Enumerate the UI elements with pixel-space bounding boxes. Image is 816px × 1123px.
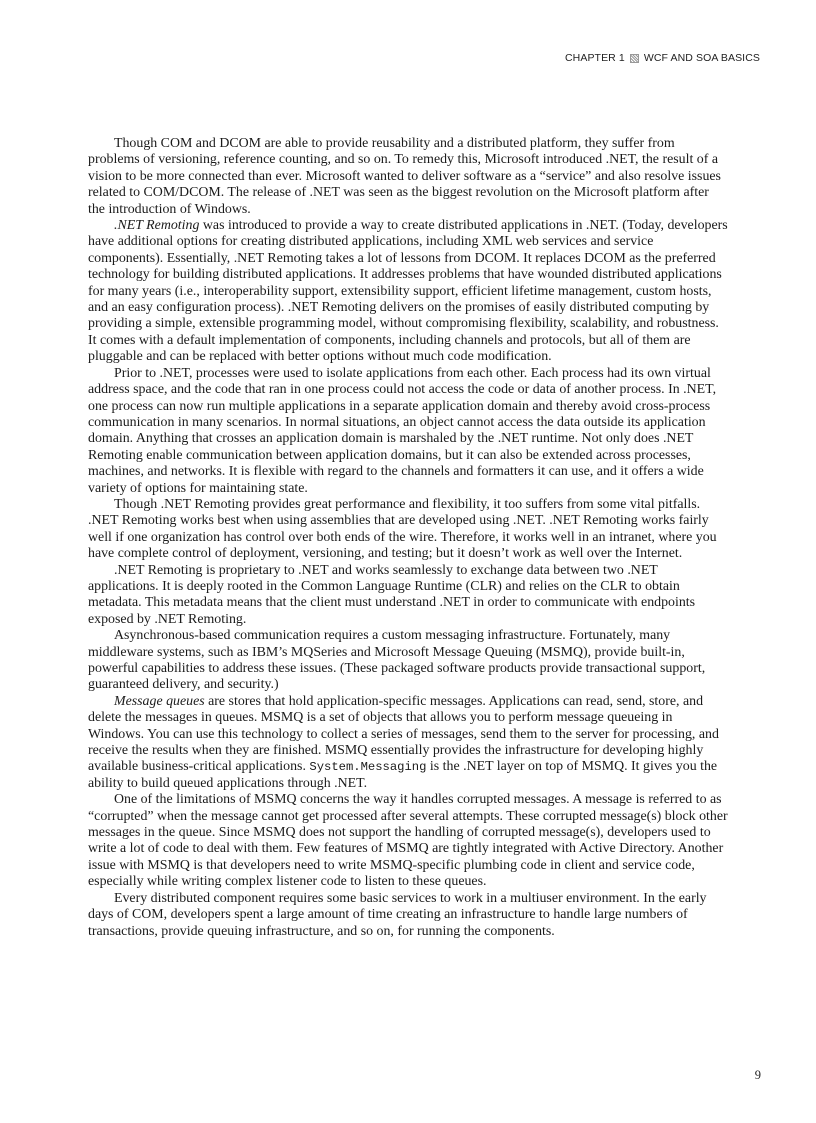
text-run: Though COM and DCOM are able to provide reusability and a distributed platform, they suffer from problems of versioning, reference counting, and so on. To remedy this, Microsoft introduced .NET, the result of a vision to be more connected than ever. Microsoft wanted to deliver software as a “service” and also resolve issues related to COM/DCOM. The release of .NET was seen as the biggest revolution on the Microsoft platform after the introduction of Windows. [88, 136, 721, 217]
body-paragraph [88, 792, 728, 890]
page-number: 9 [754, 1068, 761, 1082]
text-run: was introduced to provide a way to create distributed applications in .NET. (Today, developers have additional options for creating distributed applications, including XML web services and service components). Essentially, .NET Remoting takes a lot of lessons from DCOM. It replaces DCOM as the preferred technology for building distributed applications. It addresses problems that have wounded distributed applications for many years (i.e., interoperability support, extensibility support, efficient lifetime management, custom hosts, and an easy configuration process). .NET Remoting delivers on the promises of easily distributed computing by providing a simple, extensible programming model, without compromising flexibility, scalability, and robustness. It comes with a default implementation of components, including channels and protocols, but all of them are pluggable and can be replaced with better options without much code modification. [88, 218, 728, 365]
body-text [88, 136, 728, 940]
running-header [565, 52, 760, 64]
body-paragraph [88, 563, 728, 629]
text-run: Asynchronous-based communication requires a custom messaging infrastructure. Fortunately, many middleware systems, such as IBM’s MQSeries and Microsoft Message Queuing (MSMQ), provide built-in, powerful capabilities to address these issues. (These packaged software products provide transactional support, guaranteed delivery, and security.) [88, 628, 706, 693]
body-paragraph [88, 891, 728, 940]
chapter-label: CHAPTER 1 [564, 52, 625, 64]
chapter-title: WCF AND SOA BASICS [643, 52, 760, 64]
text-run: is the .NET layer on top of MSMQ. It gives you the ability to build queued applications through .NET. [88, 759, 718, 791]
inline-code: System.Messaging [309, 760, 427, 775]
italic-term: .NET Remoting [114, 218, 200, 234]
text-run: Though .NET Remoting provides great performance and flexibility, it too suffers from some vital pitfalls. .NET Remoting works best when using assemblies that are developed using .NET. .NET Remoting works fairly well if one organization has control over both ends of the wire. Therefore, it works well in an intranet, where you have complete control of deployment, versioning, and testing; but it doesn’t work as well over the Internet. [88, 496, 717, 562]
text-run: Every distributed component requires some basic services to work in a multiuser environment. In the early days of COM, developers spent a large amount of time creating an infrastructure to handle large numbers of transactions, provide queuing infrastructure, and so on, for running the components. [88, 890, 707, 939]
header-separator-icon [630, 54, 639, 63]
body-paragraph [88, 218, 728, 366]
body-paragraph [88, 497, 728, 563]
body-paragraph [88, 136, 728, 218]
text-run: .NET Remoting is proprietary to .NET and works seamlessly to exchange data between two .NET applications. It is deeply rooted in the Common Language Runtime (CLR) and relies on the CLR to obtain metadata. This metadata means that the client must understand .NET in order to communicate with endpoints exposed by .NET Remoting. [88, 562, 696, 627]
body-paragraph [88, 366, 728, 497]
italic-term: Message queues [114, 693, 205, 709]
body-paragraph [88, 628, 728, 694]
body-paragraph [88, 694, 728, 792]
text-run: One of the limitations of MSMQ concerns the way it handles corrupted messages. A message is referred to as “corrupted” when the message cannot get processed after several attempts. These corrupted message(s) block other messages in the queue. Since MSMQ does not support the handling of corrupted message(s), developers used to write a lot of code to deal with them. Few features of MSMQ are tightly integrated with Active Directory. Another issue with MSMQ is that developers need to write MSMQ-specific plumbing code in client and service code, especially while writing complex listener code to listen to these queues. [88, 792, 728, 890]
text-run: are stores that hold application-specific messages. Applications can read, send, store, and delete the messages in queues. MSMQ is a set of objects that allows you to perform message queueing in Windows. You can use this technology to collect a series of messages, send them to the server for processing, and receive the results when they are finished. MSMQ essentially provides the infrastructure for developing highly available business-critical applications. [88, 693, 719, 775]
text-run: Prior to .NET, processes were used to isolate applications from each other. Each process had its own virtual address space, and the code that ran in one process could not access the code or data of another process. In .NET, one process can now run multiple applications in a separate application domain and thereby avoid cross-process communication in many scenarios. In normal situations, an object cannot access the data outside its application domain. Anything that crosses an application domain is marshaled by the .NET runtime. Not only does .NET Remoting enable communication between application domains, but it can also be extended across processes, machines, and networks. It is flexible with regard to the channels and formatters it can use, and it offers a wide variety of options for maintaining state. [88, 365, 717, 496]
